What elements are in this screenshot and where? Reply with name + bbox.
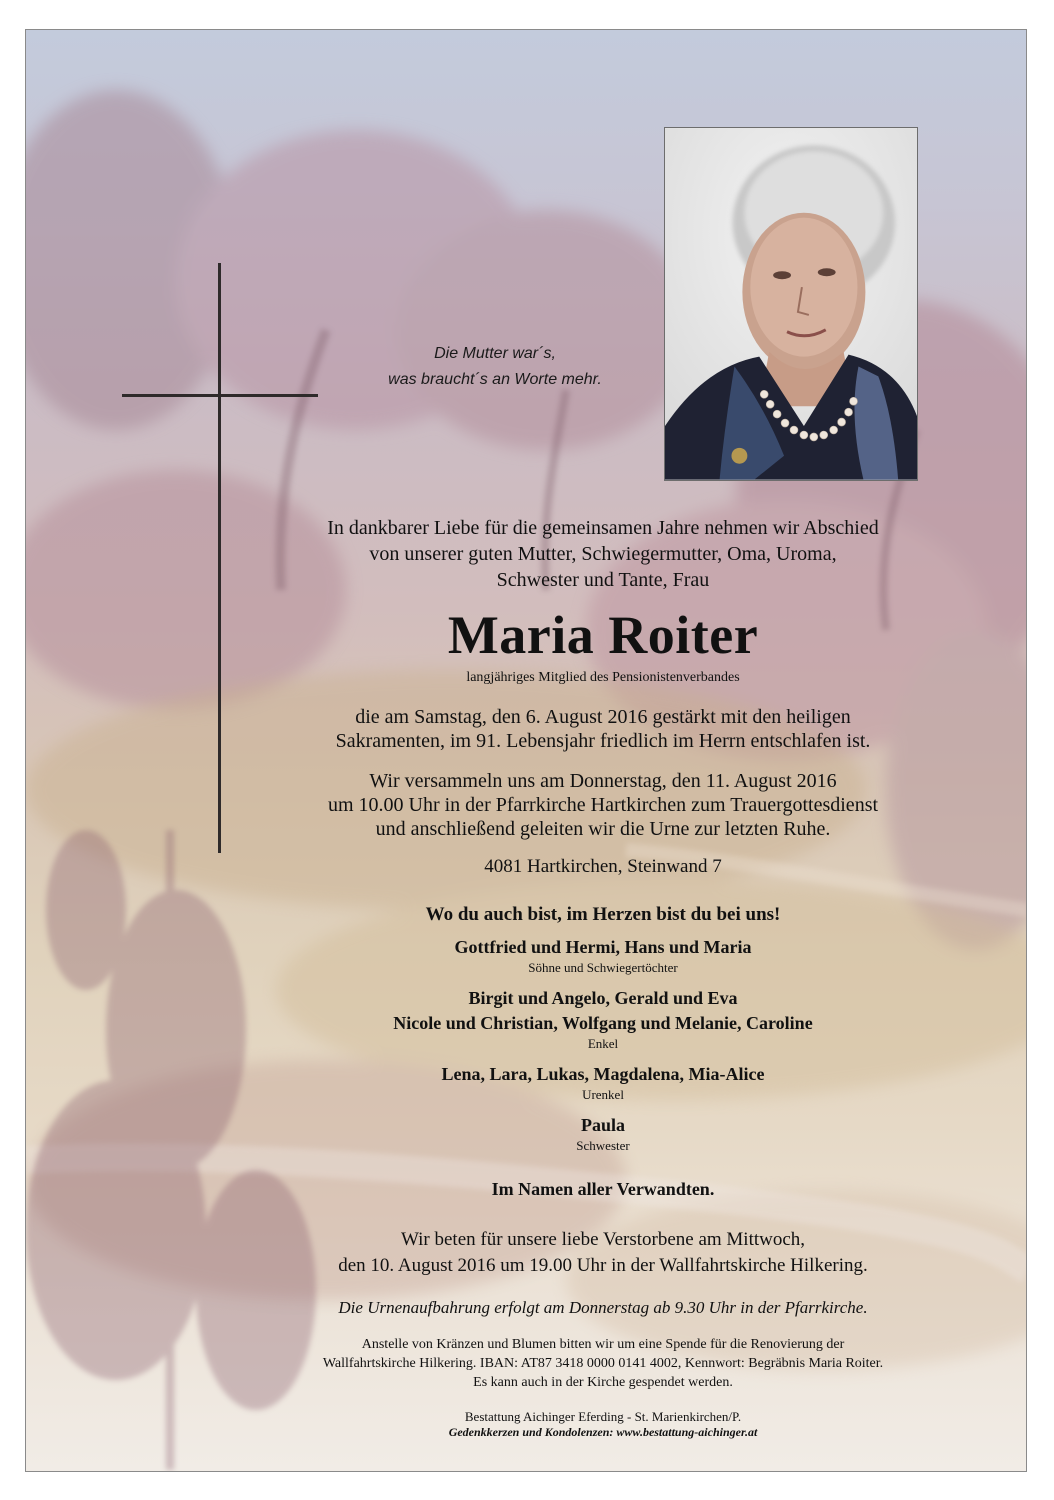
death-notice bbox=[280, 705, 926, 753]
donation-line: Anstelle von Kränzen und Blumen bitten wir um eine Spende für die Renovierung der bbox=[361, 1337, 845, 1352]
undertaker-name: Bestattung Aichinger Eferding - St. Marienkirchen/P. bbox=[464, 1409, 742, 1424]
family-group-grandchildren bbox=[280, 986, 926, 1052]
family-names: Lena, Lara, Lukas, Magdalena, Mia-Alice bbox=[441, 1064, 765, 1084]
funeral-line: Wir versammeln uns am Donnerstag, den 11. August 2016 bbox=[369, 770, 837, 792]
funeral-line: und anschließend geleiten wir die Urne zur letzten Ruhe. bbox=[375, 818, 831, 840]
donation-line: Wallfahrtskirche Hilkering. IBAN: AT87 3418 0000 0141 4002, Kennwort: Begräbnis Maria Roiter. bbox=[322, 1356, 884, 1371]
portrait-image bbox=[665, 128, 917, 480]
memorial-quote bbox=[330, 341, 660, 393]
intro-line: von unserer guten Mutter, Schwiegermutter, Oma, Uroma, bbox=[369, 543, 837, 565]
donation-note bbox=[280, 1335, 926, 1392]
death-notice-line: die am Samstag, den 6. August 2016 gestärkt mit den heiligen bbox=[355, 706, 851, 728]
quote-line: was braucht´s an Worte mehr. bbox=[388, 371, 602, 388]
motto: Wo du auch bist, im Herzen bist du bei uns! bbox=[425, 904, 781, 925]
family-relation: Schwester bbox=[576, 1138, 630, 1153]
cross-icon-bar bbox=[122, 394, 318, 397]
family-names: Nicole und Christian, Wolfgang und Melanie, Caroline bbox=[393, 1013, 813, 1033]
family-names: Paula bbox=[580, 1115, 625, 1135]
intro-line: In dankbarer Liebe für die gemeinsamen Jahre nehmen wir Abschied bbox=[327, 517, 879, 539]
family-names: Gottfried und Hermi, Hans und Maria bbox=[454, 937, 752, 957]
family-group-great-grandchildren bbox=[280, 1062, 926, 1103]
obituary-text bbox=[280, 515, 926, 1440]
portrait-photo bbox=[664, 127, 918, 481]
quote-line: Die Mutter war´s, bbox=[434, 345, 556, 362]
family-relation: Söhne und Schwiegertöchter bbox=[528, 960, 678, 975]
cross-icon bbox=[218, 263, 221, 853]
deceased-name: Maria Roiter bbox=[447, 605, 759, 665]
on-behalf-line: Im Namen aller Verwandten. bbox=[491, 1179, 715, 1199]
donation-line: Es kann auch in der Kirche gespendet werden. bbox=[473, 1375, 733, 1390]
intro-text bbox=[280, 515, 926, 593]
urn-viewing-note: Die Urnenaufbahrung erfolgt am Donnerstag ab 9.30 Uhr in der Pfarrkirche. bbox=[338, 1298, 868, 1317]
death-notice-line: Sakramenten, im 91. Lebensjahr friedlich im Herrn entschlafen ist. bbox=[335, 730, 871, 752]
funeral-line: um 10.00 Uhr in der Pfarrkirche Hartkirchen zum Trauergottesdienst bbox=[327, 794, 879, 816]
membership-note: langjähriges Mitglied des Pensionistenverbandes bbox=[466, 670, 740, 685]
home-address: 4081 Hartkirchen, Steinwand 7 bbox=[484, 856, 722, 877]
funeral-details bbox=[280, 769, 926, 841]
intro-line: Schwester und Tante, Frau bbox=[496, 569, 710, 591]
family-names: Birgit und Angelo, Gerald und Eva bbox=[468, 988, 738, 1008]
family-relation: Urenkel bbox=[582, 1087, 624, 1102]
family-group-children bbox=[280, 935, 926, 976]
prayer-line: den 10. August 2016 um 19.00 Uhr in der Wallfahrtskirche Hilkering. bbox=[338, 1255, 868, 1276]
condolence-website: Gedenkkerzen und Kondolenzen: www.bestattung-aichinger.at bbox=[448, 1425, 758, 1439]
prayer-line: Wir beten für unsere liebe Verstorbene am Mittwoch, bbox=[400, 1229, 806, 1250]
family-group-sister bbox=[280, 1113, 926, 1154]
family-relation: Enkel bbox=[587, 1036, 619, 1051]
prayer-details bbox=[280, 1227, 926, 1279]
